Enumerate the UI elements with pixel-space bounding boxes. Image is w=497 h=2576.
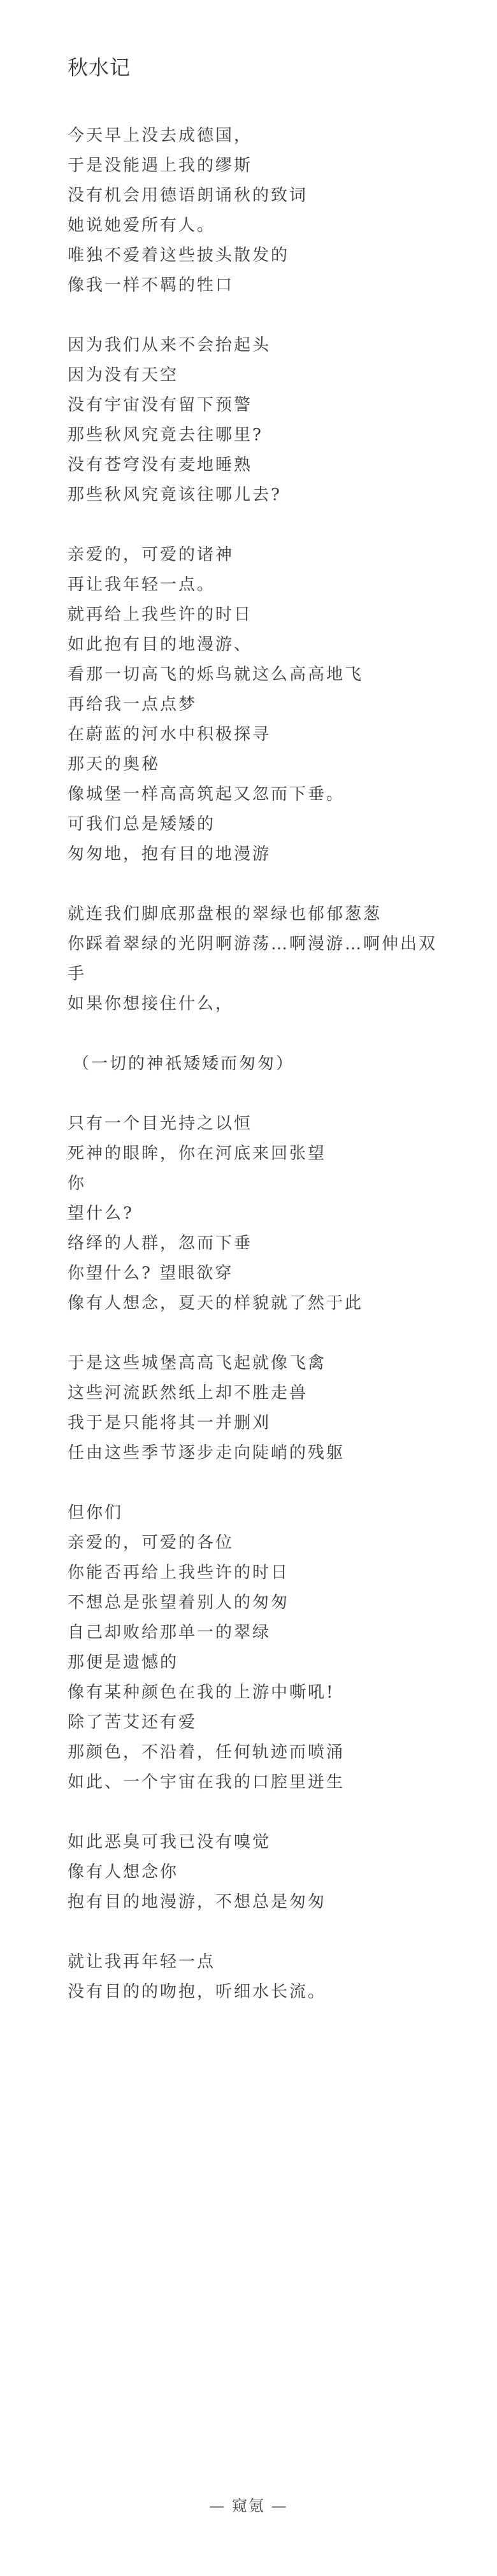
poem-line: 亲爱的，可爱的各位: [68, 1533, 234, 1552]
poem-line: 抱有目的地漫游，不想总是匆匆: [68, 1893, 327, 1912]
poem-line: 可我们总是矮矮的: [68, 815, 216, 834]
poem-line: 如此、一个宇宙在我的口腔里迸生: [68, 1773, 345, 1792]
poem-line: 像有人想念你: [68, 1863, 179, 1882]
stanza-10: [68, 1947, 437, 2007]
stanza-9: [68, 1828, 437, 1917]
poem-line: 亲爱的，可爱的诸神: [68, 545, 234, 564]
poem-line: 在蔚蓝的河水中积极探寻: [68, 725, 271, 744]
poem-line: 因为没有天空: [68, 366, 179, 385]
poem-line: 只有一个目光持之以恒: [68, 1114, 253, 1133]
poem-line: 唯独不爱着这些披头散发的: [68, 246, 290, 265]
poem-line: 匆匆地，抱有目的地漫游: [68, 845, 271, 864]
poem-line: 这些河流跃然纸上却不胜走兽: [68, 1384, 308, 1403]
stanza-5: [68, 1049, 437, 1079]
poem-line: （一切的神祇矮矮而匆匆）: [73, 1054, 295, 1073]
poem-line: 但你们: [68, 1503, 124, 1522]
poem-line: 像有人想念，夏天的样貌就了然于此: [68, 1294, 364, 1313]
poem-line: 再让我年轻一点。: [68, 575, 216, 594]
stanza-1: [68, 121, 437, 301]
poem-line: 你望什么? 望眼欲穿: [68, 1264, 234, 1283]
poem-line: 像我一样不羁的牲口: [68, 276, 234, 295]
poem-line: 像有某种颜色在我的上游中嘶吼!: [68, 1683, 335, 1702]
poem-line: 看那一切高飞的烁鸟就这么高高地飞: [68, 665, 364, 684]
poem-line: 如此恶臭可我已没有嗅觉: [68, 1833, 271, 1852]
poem-line: 除了苦艾还有爱: [68, 1713, 198, 1732]
stanza-6: [68, 1109, 437, 1319]
poem-line: 因为我们从来不会抬起头: [68, 336, 271, 355]
poem-line: 那便是遗憾的: [68, 1653, 179, 1672]
poem-line: 如此抱有目的地漫游、: [68, 635, 253, 654]
poem-line: 你能否再给上我些许的时日: [68, 1563, 290, 1582]
poem-line: 那些秋风究竟去往哪里?: [68, 426, 263, 445]
poem-line: 再给我一点点梦: [68, 695, 198, 714]
poem-line: 没有目的的吻抱，听细水长流。: [68, 1982, 327, 2001]
poem-line: 于是这些城堡高高飞起就像飞禽: [68, 1354, 327, 1373]
poem-line: 你踩着翠绿的光阴啊游荡…啊漫游…啊伸出双手: [68, 934, 438, 984]
poem-line: 今天早上没去成德国，: [68, 126, 253, 145]
poem-line: 就再给上我些许的时日: [68, 605, 253, 624]
poem-line: 像城堡一样高高筑起又忽而下垂。: [68, 785, 345, 804]
stanza-8: [68, 1498, 437, 1798]
poem-title: 秋水记: [68, 55, 131, 80]
poem-line: 死神的眼眸，你在河底来回张望: [68, 1144, 327, 1163]
poem-line: 没有机会用德语朗诵秋的致词: [68, 186, 308, 205]
poem-line: 于是没能遇上我的缪斯: [68, 156, 253, 175]
stanza-7: [68, 1349, 437, 1468]
poem-line: 我于是只能将其一并删刈: [68, 1413, 271, 1433]
poem-line: 你: [68, 1174, 87, 1193]
poem-line: 没有宇宙没有留下预警: [68, 396, 253, 415]
author-signature: — 窥氪 —: [209, 2497, 288, 2515]
poem-line: 她说她爱所有人。: [68, 216, 216, 235]
poem-line: 望什么?: [68, 1204, 134, 1223]
poem-line: 就连我们脚底那盘根的翠绿也郁郁葱葱: [68, 905, 382, 924]
poem-line: 自己却败给那单一的翠绿: [68, 1623, 271, 1642]
poem-line: 那天的奥秘: [68, 755, 161, 774]
poem-line: 如果你想接住什么，: [68, 994, 234, 1013]
poem-line: 不想总是张望着别人的匆匆: [68, 1593, 290, 1612]
poem-line: 络绎的人群，忽而下垂: [68, 1234, 253, 1253]
poem-line: 任由这些季节逐步走向陡峭的残躯: [68, 1443, 345, 1463]
poem-line: 没有苍穹没有麦地睡熟: [68, 455, 253, 475]
stanza-4: [68, 899, 437, 1019]
stanza-3: [68, 540, 437, 869]
poem-line: 那颜色，不沿着，任何轨迹而喷涌: [68, 1743, 345, 1762]
poem-body: [68, 121, 437, 2037]
poem-line: 那些秋风究竟该往哪儿去?: [68, 485, 282, 504]
poem-line: 就让我再年轻一点: [68, 1952, 216, 1971]
stanza-2: [68, 331, 437, 510]
